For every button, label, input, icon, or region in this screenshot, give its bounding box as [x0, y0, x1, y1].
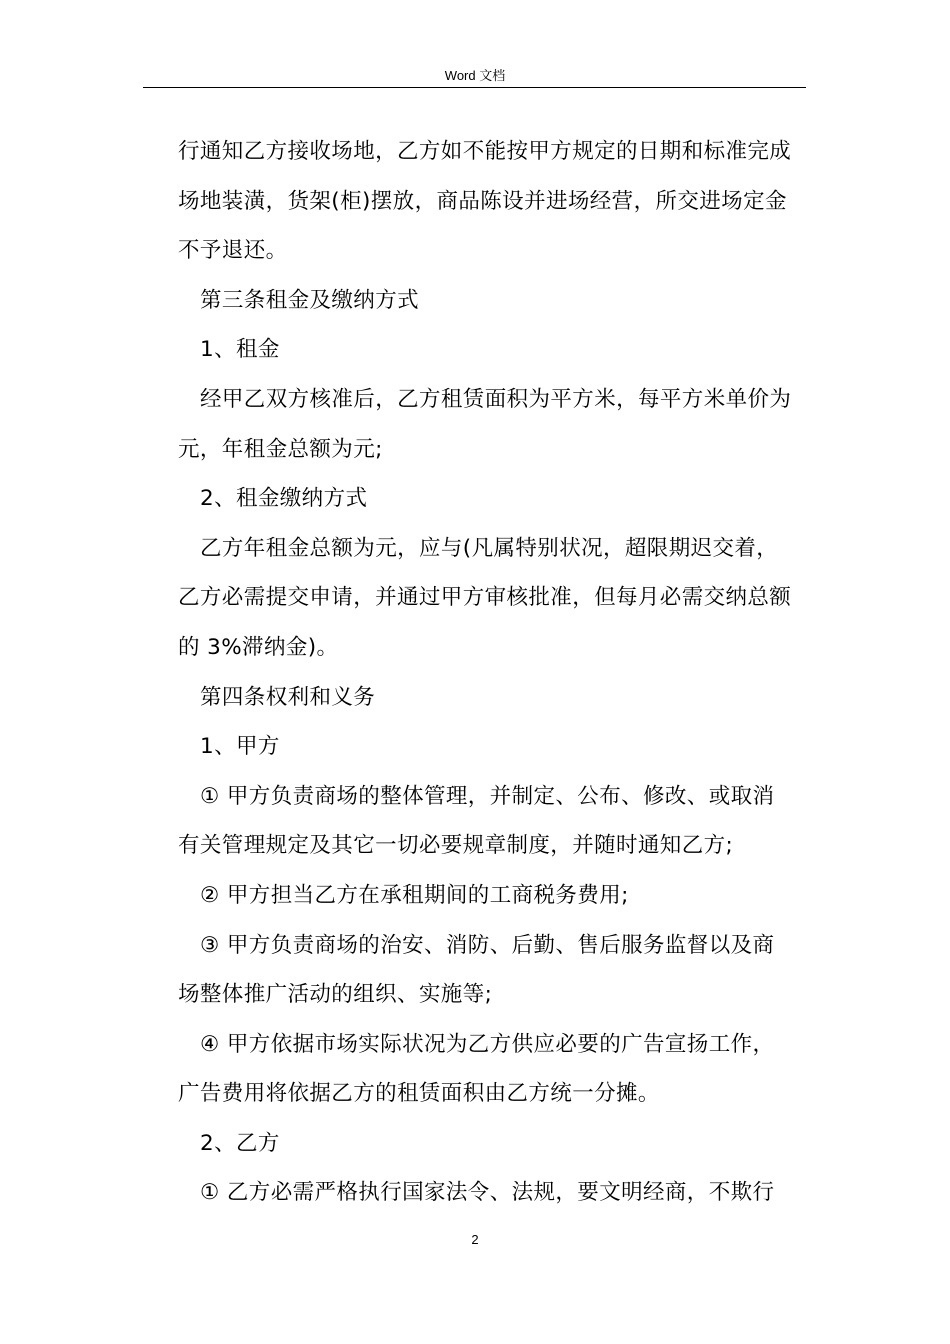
section-heading: 第三条租金及缴纳方式 [200, 287, 420, 313]
body-line: 乙方年租金总额为元，应与(凡属特别状况，超限期迟交着， [200, 535, 779, 561]
subsection-heading: 1、甲方 [200, 734, 280, 760]
subsection-heading: 2、乙方 [200, 1130, 280, 1156]
list-item: ① 甲方负责商场的整体管理，并制定、公布、修改、或取消 [200, 783, 775, 809]
list-item: ③ 甲方负责商场的治安、消防、后勤、售后服务监督以及商 [200, 932, 775, 958]
body-line: 场整体推广活动的组织、实施等; [178, 982, 493, 1008]
body-line: 经甲乙双方核准后，乙方租赁面积为平方米，每平方米单价为 [200, 386, 792, 412]
document-body [178, 127, 808, 1218]
subsection-heading: 1、租金 [200, 337, 280, 363]
page-number: 2 [471, 1232, 479, 1247]
list-item: ④ 甲方依据市场实际状况为乙方供应必要的广告宣扬工作， [200, 1031, 775, 1057]
body-line: 广告费用将依据乙方的租赁面积由乙方统一分摊。 [178, 1081, 660, 1107]
body-line: 的 3%滞纳金)。 [178, 634, 339, 660]
body-line: 不予退还。 [178, 238, 288, 264]
body-line: 行通知乙方接收场地，乙方如不能按甲方规定的日期和标准完成 [178, 139, 792, 164]
header-title: Word 文档 [444, 68, 506, 83]
body-line: 乙方必需提交申请，并通过甲方审核批准，但每月必需交纳总额 [178, 585, 792, 611]
body-line: 元，年租金总额为元; [178, 436, 383, 462]
list-item: ② 甲方担当乙方在承租期间的工商税务费用; [200, 882, 629, 908]
subsection-heading: 2、租金缴纳方式 [200, 486, 368, 512]
section-heading: 第四条权利和义务 [200, 684, 376, 710]
header-divider [143, 87, 806, 88]
list-item: ① 乙方必需严格执行国家法令、法规，要文明经商，不欺行 [200, 1180, 775, 1206]
body-line: 场地装潢，货架(柜)摆放，商品陈设并进场经营，所交进场定金 [178, 188, 787, 214]
body-line: 有关管理规定及其它一切必要规章制度，并随时通知乙方; [178, 833, 734, 859]
